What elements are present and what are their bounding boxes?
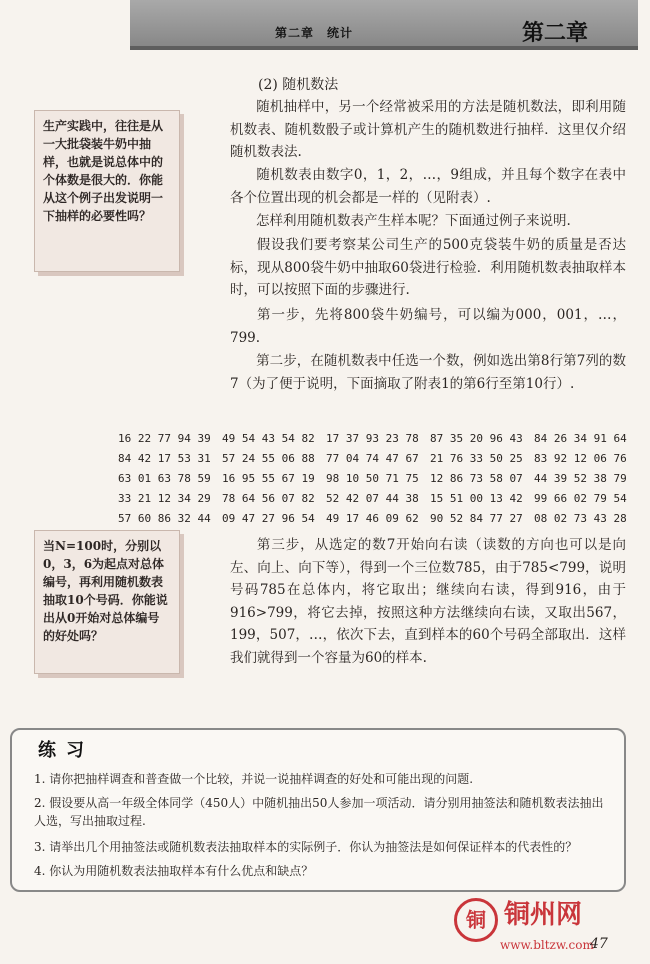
exercise-box [10,728,626,892]
table-cell: 08 02 73 43 28 [534,512,627,525]
table-cell: 57 60 86 32 44 [118,512,211,525]
table-cell: 49 17 46 09 62 [326,512,419,525]
paragraph-1: 随机抽样中，另一个经常被采用的方法是随机数法，即利用随机数表、随机数骰子或计算机产生的随机数进行抽样．这里仅介绍随机数表法. [230,99,626,160]
chapter-label-big: 第二章 [522,21,589,46]
paragraph-4: 假设我们要考察某公司生产的500克袋装牛奶的质量是否达标，现从800袋牛奶中抽取60袋进行检验．利用随机数表抽取样本时，可以按照下面的步骤进行. [230,237,626,298]
exercise-title: 练习 [38,740,94,761]
table-row [118,452,638,472]
exercise-item-4: 4. 你认为用随机数表法抽取样本有什么优点和缺点？ [34,864,314,878]
section-title: (2) 随机数法 [258,77,339,93]
table-row [118,492,638,512]
table-cell: 09 47 27 96 54 [222,512,315,525]
table-cell: 83 92 12 06 76 [534,452,627,465]
table-row [118,472,638,492]
table-cell: 33 21 12 34 29 [118,492,211,505]
watermark-url: www.bltzw.com [500,938,594,952]
table-cell: 77 04 74 47 67 [326,452,419,465]
table-row [118,512,638,532]
watermark-logo-icon: 铜 [454,898,498,942]
paragraph-5: 第一步，先将800袋牛奶编号，可以编为000，001，…，799. [230,307,626,346]
paragraph-step3: 第三步，从选定的数7开始向右读（读数的方向也可以是向左、向上、向下等），得到一个三位数785，由于785<799，说明号码785在总体内，将它取出；继续向右读，得到916，由于916>799，将它去掉，按照这种方法继续向右读，又取出567，199，507，…，依次下去，直到样本的60个号码全部取出．这样我们就得到一个容量为60的样本. [230,537,626,666]
table-cell: 17 37 93 23 78 [326,432,419,445]
table-cell: 16 95 55 67 19 [222,472,315,485]
table-cell: 15 51 00 13 42 [430,492,523,505]
table-cell: 99 66 02 79 54 [534,492,627,505]
exercise-item-2: 2. 假设要从高一年级全体同学（450人）中随机抽出50人参加一项活动．请分别用抽签法和随机数表法抽出人选，写出抽取过程. [34,796,604,828]
table-cell: 44 39 52 38 79 [534,472,627,485]
table-cell: 90 52 84 77 27 [430,512,523,525]
table-cell: 57 24 55 06 88 [222,452,315,465]
table-cell: 63 01 63 78 59 [118,472,211,485]
table-cell: 78 64 56 07 82 [222,492,315,505]
side-note-numbering-from-zero: 当N=100时，分别以0，3，6为起点对总体编号，再利用随机数表抽取10个号码．你能说出从0开始对总体编号的好处吗？ [34,530,180,674]
exercise-item-1: 1. 请你把抽样调查和普查做一个比较，并说一说抽样调查的好处和可能出现的问题. [34,772,474,786]
table-cell: 84 42 17 53 31 [118,452,211,465]
paragraph-6: 第二步，在随机数表中任选一个数，例如选出第8行第7列的数7（为了便于说明，下面摘取了附表1的第6行至第10行）. [230,353,626,392]
random-number-table [118,432,638,532]
paragraph-3: 怎样利用随机数表产生样本呢？下面通过例子来说明. [256,213,571,229]
watermark-text: 铜州网 [504,900,583,930]
paragraph-2: 随机数表由数字0，1，2，…，9组成，并且每个数字在表中各个位置出现的机会都是一样的（见附表）. [230,167,626,206]
table-cell: 16 22 77 94 39 [118,432,211,445]
table-cell: 87 35 20 96 43 [430,432,523,445]
table-row [118,432,638,452]
table-cell: 49 54 43 54 82 [222,432,315,445]
site-watermark [454,894,644,956]
table-cell: 52 42 07 44 38 [326,492,419,505]
page-number: 47 [590,936,608,952]
table-cell: 84 26 34 91 64 [534,432,627,445]
chapter-label-small: 第二章 统计 [275,26,354,40]
exercise-item-3: 3. 请举出几个用抽签法或随机数表法抽取样本的实际例子．你认为抽签法是如何保证样本的代表性的？ [34,840,578,854]
side-note-sampling-necessity: 生产实践中，往往是从一大批袋装牛奶中抽样，也就是说总体中的个体数是很大的．你能从这个例子出发说明一下抽样的必要性吗？ [34,110,180,272]
table-cell: 21 76 33 50 25 [430,452,523,465]
table-cell: 98 10 50 71 75 [326,472,419,485]
table-cell: 12 86 73 58 07 [430,472,523,485]
